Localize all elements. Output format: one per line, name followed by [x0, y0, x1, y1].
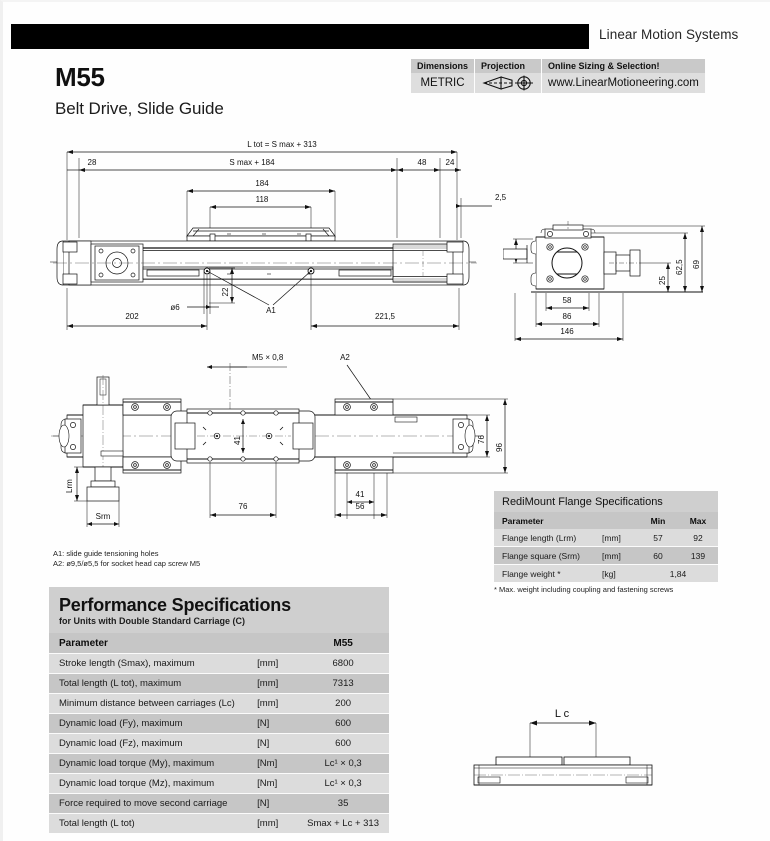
performance-unit: [mm]: [253, 694, 297, 714]
svg-text:76: 76: [477, 435, 486, 444]
redimount-unit: [kg]: [600, 565, 638, 583]
svg-text:118: 118: [255, 195, 269, 204]
svg-text:41: 41: [355, 490, 365, 499]
svg-text:146: 146: [560, 327, 574, 336]
performance-param: Minimum distance between carriages (Lc): [49, 694, 253, 714]
redimount-min: 57: [638, 529, 678, 547]
redimount-param: Flange weight *: [494, 565, 600, 583]
performance-header-unit: [253, 633, 297, 654]
redimount-header-parameter: Parameter: [494, 512, 600, 529]
table-row: [49, 774, 389, 794]
performance-unit: [Nm]: [253, 754, 297, 774]
redimount-unit: [mm]: [600, 547, 638, 565]
redimount-title: RediMount Flange Specifications: [494, 491, 718, 512]
redimount-max: 139: [678, 547, 718, 565]
performance-unit: [mm]: [253, 674, 297, 694]
performance-value: 35: [297, 794, 389, 814]
table-row: [49, 674, 389, 694]
performance-value: Lc¹ × 0,3: [297, 774, 389, 794]
table-row: [49, 694, 389, 714]
info-header-dimensions: Dimensions: [411, 59, 475, 73]
redimount-param: Flange square (Srm): [494, 547, 600, 565]
svg-text:48: 48: [417, 158, 427, 167]
performance-value: Lc¹ × 0,3: [297, 754, 389, 774]
redimount-span-value: 1,84: [638, 565, 718, 583]
svg-text:96: 96: [495, 443, 504, 452]
svg-text:L tot = S max + 313: L tot = S max + 313: [247, 140, 317, 149]
svg-text:25: 25: [658, 276, 667, 285]
page-title-model: M55: [55, 62, 105, 92]
performance-param: Total length (L tot): [49, 814, 253, 834]
svg-text:28: 28: [87, 158, 97, 167]
svg-text:A1: A1: [266, 306, 276, 315]
svg-text:221,5: 221,5: [374, 312, 396, 321]
redimount-specs-table: [494, 491, 718, 582]
redimount-header-unit: [600, 512, 638, 529]
performance-param: Dynamic load torque (My), maximum: [49, 754, 253, 774]
svg-text:ø6: ø6: [170, 303, 180, 312]
performance-header-parameter: Parameter: [49, 633, 253, 654]
performance-param: Dynamic load torque (Mz), maximum: [49, 774, 253, 794]
redimount-header-max: Max: [678, 512, 718, 529]
header-black-bar: [11, 24, 589, 49]
svg-text:L c: L c: [554, 708, 570, 720]
performance-unit: [N]: [253, 734, 297, 754]
svg-text:69: 69: [692, 260, 701, 269]
drawing-front-elevation: [47, 138, 517, 334]
performance-unit: [mm]: [253, 654, 297, 674]
svg-text:86: 86: [562, 312, 572, 321]
performance-unit: [N]: [253, 794, 297, 814]
svg-text:76: 76: [238, 502, 248, 511]
info-col-projection: [475, 59, 542, 93]
svg-text:M5 × 0,8: M5 × 0,8: [252, 353, 284, 362]
performance-subtitle: for Units with Double Standard Carriage (C): [59, 616, 246, 626]
svg-text:202: 202: [125, 312, 139, 321]
redimount-min: 60: [638, 547, 678, 565]
performance-specs-table: [49, 587, 389, 833]
performance-param: Total length (L tot), maximum: [49, 674, 253, 694]
drawing-lc-detail: [438, 697, 728, 797]
performance-unit: [mm]: [253, 814, 297, 834]
page-subtitle: Belt Drive, Slide Guide: [55, 99, 224, 118]
svg-text:56: 56: [355, 502, 365, 511]
svg-text:24: 24: [445, 158, 455, 167]
table-row: [494, 547, 718, 565]
svg-text:Srm: Srm: [95, 512, 111, 521]
table-row: [49, 794, 389, 814]
performance-header-row: [49, 633, 389, 654]
redimount-max: 92: [678, 529, 718, 547]
drawing-end-view: [503, 207, 738, 342]
info-header-projection: Projection: [475, 59, 542, 73]
info-col-online: [542, 59, 706, 93]
info-value-dimensions: METRIC: [411, 73, 475, 93]
svg-text:41: 41: [233, 436, 242, 445]
performance-value: Smax + Lc + 313: [297, 814, 389, 834]
redimount-title-row: [494, 491, 718, 512]
performance-value: 600: [297, 734, 389, 754]
performance-body: [49, 654, 389, 834]
drawing-notes: [53, 549, 200, 569]
performance-param: Dynamic load (Fy), maximum: [49, 714, 253, 734]
info-header-online: Online Sizing & Selection!: [542, 59, 706, 73]
redimount-param: Flange length (Lrm): [494, 529, 600, 547]
header-brand-text: Linear Motion Systems: [599, 27, 739, 42]
svg-text:22: 22: [221, 287, 230, 297]
redimount-header-min: Min: [638, 512, 678, 529]
table-row: [49, 754, 389, 774]
svg-text:62,5: 62,5: [675, 259, 684, 275]
performance-param: Stroke length (Smax), maximum: [49, 654, 253, 674]
drawing-plan-view: [47, 347, 517, 537]
table-row: [49, 714, 389, 734]
svg-text:2,5: 2,5: [495, 193, 507, 202]
performance-title-row: [49, 587, 389, 633]
performance-value: 600: [297, 714, 389, 734]
note-a2: A2: ø9,5/ø5,5 for socket head cap screw M5: [53, 559, 201, 568]
performance-value: 7313: [297, 674, 389, 694]
redimount-header-row: [494, 512, 718, 529]
table-row: [49, 734, 389, 754]
projection-icon: [481, 75, 535, 91]
info-value-website[interactable]: www.LinearMotioneering.com: [542, 73, 706, 93]
performance-value: 200: [297, 694, 389, 714]
performance-unit: [N]: [253, 714, 297, 734]
performance-unit: [Nm]: [253, 774, 297, 794]
info-value-projection: [475, 73, 542, 93]
svg-text:S max + 184: S max + 184: [229, 158, 275, 167]
table-row: [49, 654, 389, 674]
svg-text:Lrm: Lrm: [65, 479, 74, 493]
performance-param: Force required to move second carriage: [49, 794, 253, 814]
svg-text:A2: A2: [340, 353, 350, 362]
redimount-footnote: * Max. weight including coupling and fastening screws: [494, 585, 674, 594]
performance-title: Performance Specifications: [59, 595, 291, 615]
note-a1: A1: slide guide tensioning holes: [53, 549, 159, 558]
svg-text:58: 58: [562, 296, 572, 305]
info-col-dimensions: [411, 59, 475, 93]
info-table: [411, 59, 706, 93]
redimount-unit: [mm]: [600, 529, 638, 547]
performance-value: 6800: [297, 654, 389, 674]
svg-text:184: 184: [255, 179, 269, 188]
performance-param: Dynamic load (Fz), maximum: [49, 734, 253, 754]
redimount-body: [494, 529, 718, 582]
table-row: [49, 814, 389, 834]
table-row: [494, 529, 718, 547]
performance-header-value: M55: [297, 633, 389, 654]
table-row: [494, 565, 718, 583]
